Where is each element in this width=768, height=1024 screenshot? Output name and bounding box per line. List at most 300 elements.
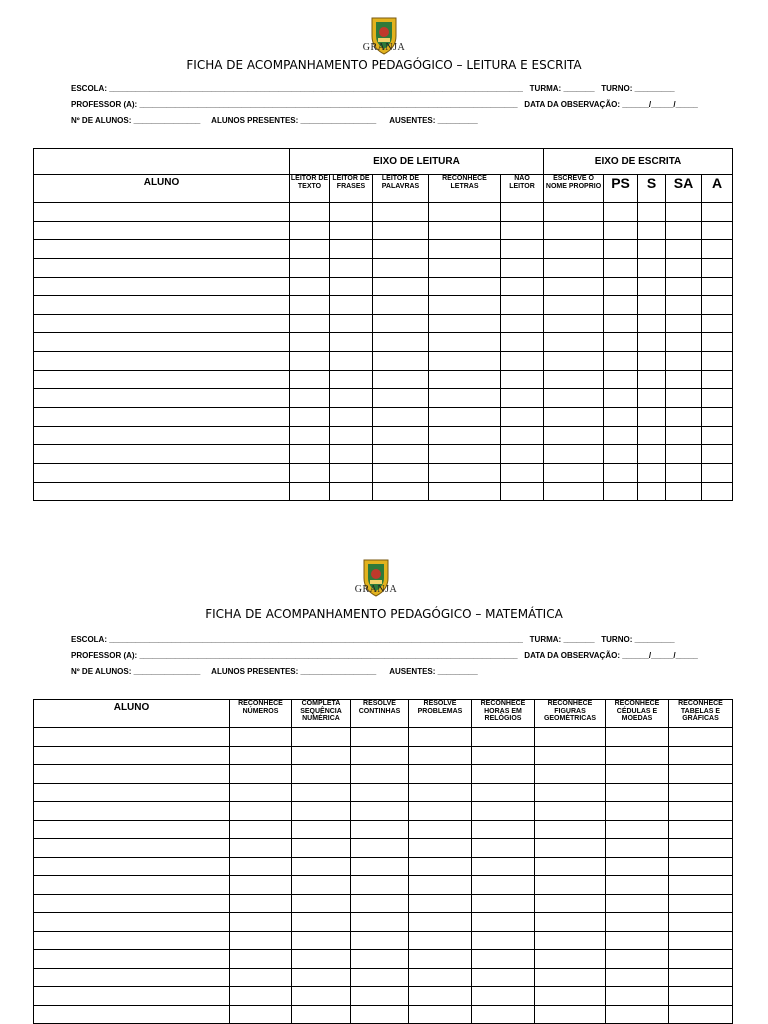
assessment-cell[interactable] [373, 370, 429, 389]
assessment-cell[interactable] [606, 746, 669, 765]
assessment-cell[interactable] [638, 463, 666, 482]
assessment-cell[interactable] [351, 765, 409, 784]
assessment-cell[interactable] [409, 802, 472, 821]
assessment-cell[interactable] [230, 857, 292, 876]
student-name-cell[interactable] [34, 240, 290, 259]
assessment-cell[interactable] [330, 426, 373, 445]
assessment-cell[interactable] [330, 352, 373, 371]
assessment-cell[interactable] [409, 820, 472, 839]
assessment-cell[interactable] [702, 314, 733, 333]
student-name-cell[interactable] [34, 333, 290, 352]
assessment-cell[interactable] [290, 445, 330, 464]
assessment-cell[interactable] [544, 370, 604, 389]
assessment-cell[interactable] [230, 783, 292, 802]
assessment-cell[interactable] [409, 857, 472, 876]
assessment-cell[interactable] [666, 389, 702, 408]
assessment-cell[interactable] [409, 894, 472, 913]
assessment-cell[interactable] [290, 296, 330, 315]
assessment-cell[interactable] [535, 987, 606, 1006]
assessment-cell[interactable] [669, 894, 733, 913]
assessment-cell[interactable] [669, 765, 733, 784]
student-name-cell[interactable] [34, 370, 290, 389]
assessment-cell[interactable] [472, 820, 535, 839]
assessment-cell[interactable] [606, 765, 669, 784]
assessment-cell[interactable] [638, 408, 666, 427]
assessment-cell[interactable] [373, 240, 429, 259]
assessment-cell[interactable] [544, 333, 604, 352]
assessment-cell[interactable] [604, 445, 638, 464]
assessment-cell[interactable] [638, 314, 666, 333]
assessment-cell[interactable] [230, 839, 292, 858]
assessment-cell[interactable] [638, 203, 666, 222]
student-name-cell[interactable] [34, 728, 230, 747]
assessment-cell[interactable] [638, 370, 666, 389]
assessment-cell[interactable] [230, 968, 292, 987]
assessment-cell[interactable] [638, 352, 666, 371]
assessment-cell[interactable] [409, 931, 472, 950]
assessment-cell[interactable] [666, 426, 702, 445]
assessment-cell[interactable] [604, 352, 638, 371]
assessment-cell[interactable] [373, 277, 429, 296]
assessment-cell[interactable] [669, 968, 733, 987]
assessment-cell[interactable] [501, 445, 544, 464]
student-name-cell[interactable] [34, 802, 230, 821]
assessment-cell[interactable] [501, 203, 544, 222]
assessment-cell[interactable] [604, 258, 638, 277]
student-name-cell[interactable] [34, 482, 290, 501]
assessment-cell[interactable] [292, 894, 351, 913]
assessment-cell[interactable] [292, 728, 351, 747]
assessment-cell[interactable] [606, 913, 669, 932]
assessment-cell[interactable] [292, 765, 351, 784]
assessment-cell[interactable] [409, 728, 472, 747]
assessment-cell[interactable] [429, 296, 501, 315]
assessment-cell[interactable] [501, 389, 544, 408]
assessment-cell[interactable] [606, 876, 669, 895]
assessment-cell[interactable] [472, 931, 535, 950]
assessment-cell[interactable] [544, 314, 604, 333]
assessment-cell[interactable] [535, 913, 606, 932]
assessment-cell[interactable] [230, 1005, 292, 1024]
assessment-cell[interactable] [230, 802, 292, 821]
assessment-cell[interactable] [292, 1005, 351, 1024]
assessment-cell[interactable] [472, 876, 535, 895]
assessment-cell[interactable] [501, 408, 544, 427]
assessment-cell[interactable] [330, 221, 373, 240]
assessment-cell[interactable] [429, 352, 501, 371]
assessment-cell[interactable] [666, 463, 702, 482]
student-name-cell[interactable] [34, 783, 230, 802]
assessment-cell[interactable] [544, 408, 604, 427]
assessment-cell[interactable] [409, 765, 472, 784]
assessment-cell[interactable] [292, 857, 351, 876]
assessment-cell[interactable] [409, 783, 472, 802]
assessment-cell[interactable] [292, 931, 351, 950]
assessment-cell[interactable] [472, 765, 535, 784]
assessment-cell[interactable] [606, 931, 669, 950]
assessment-cell[interactable] [351, 968, 409, 987]
assessment-cell[interactable] [330, 370, 373, 389]
assessment-cell[interactable] [544, 258, 604, 277]
assessment-cell[interactable] [230, 931, 292, 950]
assessment-cell[interactable] [373, 296, 429, 315]
assessment-cell[interactable] [606, 820, 669, 839]
assessment-cell[interactable] [638, 277, 666, 296]
assessment-cell[interactable] [292, 968, 351, 987]
assessment-cell[interactable] [373, 314, 429, 333]
assessment-cell[interactable] [373, 221, 429, 240]
assessment-cell[interactable] [429, 314, 501, 333]
assessment-cell[interactable] [535, 1005, 606, 1024]
assessment-cell[interactable] [606, 894, 669, 913]
assessment-cell[interactable] [604, 370, 638, 389]
assessment-cell[interactable] [501, 463, 544, 482]
assessment-cell[interactable] [230, 987, 292, 1006]
assessment-cell[interactable] [501, 482, 544, 501]
assessment-cell[interactable] [501, 296, 544, 315]
assessment-cell[interactable] [606, 857, 669, 876]
assessment-cell[interactable] [472, 950, 535, 969]
student-name-cell[interactable] [34, 950, 230, 969]
assessment-cell[interactable] [429, 445, 501, 464]
assessment-cell[interactable] [535, 876, 606, 895]
assessment-cell[interactable] [409, 876, 472, 895]
student-name-cell[interactable] [34, 765, 230, 784]
assessment-cell[interactable] [544, 426, 604, 445]
assessment-cell[interactable] [429, 277, 501, 296]
assessment-cell[interactable] [638, 389, 666, 408]
assessment-cell[interactable] [290, 240, 330, 259]
assessment-cell[interactable] [409, 746, 472, 765]
assessment-cell[interactable] [290, 370, 330, 389]
assessment-cell[interactable] [472, 746, 535, 765]
assessment-cell[interactable] [669, 802, 733, 821]
assessment-cell[interactable] [290, 408, 330, 427]
assessment-cell[interactable] [292, 876, 351, 895]
assessment-cell[interactable] [373, 203, 429, 222]
student-name-cell[interactable] [34, 463, 290, 482]
assessment-cell[interactable] [666, 333, 702, 352]
assessment-cell[interactable] [351, 987, 409, 1006]
student-name-cell[interactable] [34, 820, 230, 839]
assessment-cell[interactable] [638, 258, 666, 277]
assessment-cell[interactable] [604, 314, 638, 333]
assessment-cell[interactable] [702, 352, 733, 371]
assessment-cell[interactable] [702, 445, 733, 464]
assessment-cell[interactable] [290, 258, 330, 277]
assessment-cell[interactable] [230, 876, 292, 895]
assessment-cell[interactable] [702, 333, 733, 352]
assessment-cell[interactable] [351, 820, 409, 839]
assessment-cell[interactable] [501, 426, 544, 445]
assessment-cell[interactable] [230, 765, 292, 784]
assessment-cell[interactable] [409, 1005, 472, 1024]
assessment-cell[interactable] [351, 894, 409, 913]
assessment-cell[interactable] [290, 203, 330, 222]
assessment-cell[interactable] [544, 482, 604, 501]
assessment-cell[interactable] [669, 728, 733, 747]
assessment-cell[interactable] [373, 463, 429, 482]
assessment-cell[interactable] [669, 987, 733, 1006]
assessment-cell[interactable] [330, 389, 373, 408]
assessment-cell[interactable] [472, 857, 535, 876]
assessment-cell[interactable] [230, 950, 292, 969]
assessment-cell[interactable] [535, 802, 606, 821]
assessment-cell[interactable] [501, 221, 544, 240]
assessment-cell[interactable] [290, 352, 330, 371]
assessment-cell[interactable] [472, 802, 535, 821]
assessment-cell[interactable] [330, 296, 373, 315]
assessment-cell[interactable] [351, 876, 409, 895]
assessment-cell[interactable] [429, 370, 501, 389]
assessment-cell[interactable] [429, 426, 501, 445]
assessment-cell[interactable] [373, 333, 429, 352]
assessment-cell[interactable] [606, 839, 669, 858]
assessment-cell[interactable] [501, 333, 544, 352]
assessment-cell[interactable] [604, 482, 638, 501]
assessment-cell[interactable] [429, 408, 501, 427]
student-name-cell[interactable] [34, 913, 230, 932]
assessment-cell[interactable] [702, 426, 733, 445]
assessment-cell[interactable] [702, 463, 733, 482]
assessment-cell[interactable] [535, 746, 606, 765]
assessment-cell[interactable] [230, 728, 292, 747]
assessment-cell[interactable] [669, 857, 733, 876]
assessment-cell[interactable] [544, 296, 604, 315]
assessment-cell[interactable] [606, 1005, 669, 1024]
assessment-cell[interactable] [535, 820, 606, 839]
assessment-cell[interactable] [501, 370, 544, 389]
assessment-cell[interactable] [351, 783, 409, 802]
assessment-cell[interactable] [666, 277, 702, 296]
student-name-cell[interactable] [34, 352, 290, 371]
assessment-cell[interactable] [702, 203, 733, 222]
assessment-cell[interactable] [292, 950, 351, 969]
assessment-cell[interactable] [702, 408, 733, 427]
assessment-cell[interactable] [330, 240, 373, 259]
assessment-cell[interactable] [351, 950, 409, 969]
assessment-cell[interactable] [429, 389, 501, 408]
student-name-cell[interactable] [34, 876, 230, 895]
assessment-cell[interactable] [666, 482, 702, 501]
assessment-cell[interactable] [373, 352, 429, 371]
assessment-cell[interactable] [604, 408, 638, 427]
assessment-cell[interactable] [230, 820, 292, 839]
student-name-cell[interactable] [34, 894, 230, 913]
assessment-cell[interactable] [638, 221, 666, 240]
assessment-cell[interactable] [429, 258, 501, 277]
assessment-cell[interactable] [535, 839, 606, 858]
assessment-cell[interactable] [373, 482, 429, 501]
assessment-cell[interactable] [290, 482, 330, 501]
assessment-cell[interactable] [606, 728, 669, 747]
assessment-cell[interactable] [330, 203, 373, 222]
assessment-cell[interactable] [638, 240, 666, 259]
assessment-cell[interactable] [292, 746, 351, 765]
assessment-cell[interactable] [669, 746, 733, 765]
assessment-cell[interactable] [638, 333, 666, 352]
assessment-cell[interactable] [330, 408, 373, 427]
assessment-cell[interactable] [535, 931, 606, 950]
assessment-cell[interactable] [604, 463, 638, 482]
assessment-cell[interactable] [501, 258, 544, 277]
assessment-cell[interactable] [472, 1005, 535, 1024]
assessment-cell[interactable] [409, 950, 472, 969]
assessment-cell[interactable] [638, 426, 666, 445]
assessment-cell[interactable] [472, 894, 535, 913]
student-name-cell[interactable] [34, 1005, 230, 1024]
assessment-cell[interactable] [501, 277, 544, 296]
assessment-cell[interactable] [351, 1005, 409, 1024]
assessment-cell[interactable] [230, 746, 292, 765]
assessment-cell[interactable] [330, 277, 373, 296]
student-name-cell[interactable] [34, 445, 290, 464]
assessment-cell[interactable] [373, 445, 429, 464]
assessment-cell[interactable] [351, 728, 409, 747]
assessment-cell[interactable] [409, 839, 472, 858]
assessment-cell[interactable] [669, 950, 733, 969]
assessment-cell[interactable] [292, 783, 351, 802]
assessment-cell[interactable] [669, 1005, 733, 1024]
assessment-cell[interactable] [409, 987, 472, 1006]
assessment-cell[interactable] [702, 296, 733, 315]
assessment-cell[interactable] [292, 802, 351, 821]
assessment-cell[interactable] [330, 314, 373, 333]
assessment-cell[interactable] [604, 389, 638, 408]
assessment-cell[interactable] [638, 482, 666, 501]
assessment-cell[interactable] [666, 352, 702, 371]
assessment-cell[interactable] [604, 240, 638, 259]
assessment-cell[interactable] [351, 839, 409, 858]
student-name-cell[interactable] [34, 857, 230, 876]
student-name-cell[interactable] [34, 389, 290, 408]
assessment-cell[interactable] [544, 352, 604, 371]
assessment-cell[interactable] [604, 203, 638, 222]
assessment-cell[interactable] [535, 765, 606, 784]
assessment-cell[interactable] [669, 820, 733, 839]
assessment-cell[interactable] [638, 445, 666, 464]
assessment-cell[interactable] [604, 333, 638, 352]
assessment-cell[interactable] [330, 333, 373, 352]
assessment-cell[interactable] [472, 913, 535, 932]
assessment-cell[interactable] [702, 277, 733, 296]
assessment-cell[interactable] [429, 221, 501, 240]
assessment-cell[interactable] [666, 445, 702, 464]
assessment-cell[interactable] [544, 445, 604, 464]
assessment-cell[interactable] [290, 463, 330, 482]
assessment-cell[interactable] [330, 482, 373, 501]
student-name-cell[interactable] [34, 296, 290, 315]
assessment-cell[interactable] [535, 857, 606, 876]
assessment-cell[interactable] [330, 445, 373, 464]
assessment-cell[interactable] [351, 857, 409, 876]
assessment-cell[interactable] [292, 839, 351, 858]
assessment-cell[interactable] [666, 370, 702, 389]
assessment-cell[interactable] [606, 802, 669, 821]
assessment-cell[interactable] [429, 333, 501, 352]
student-name-cell[interactable] [34, 408, 290, 427]
assessment-cell[interactable] [429, 463, 501, 482]
assessment-cell[interactable] [544, 221, 604, 240]
assessment-cell[interactable] [351, 913, 409, 932]
student-name-cell[interactable] [34, 277, 290, 296]
assessment-cell[interactable] [409, 913, 472, 932]
assessment-cell[interactable] [669, 913, 733, 932]
student-name-cell[interactable] [34, 314, 290, 333]
assessment-cell[interactable] [669, 876, 733, 895]
student-name-cell[interactable] [34, 931, 230, 950]
assessment-cell[interactable] [351, 746, 409, 765]
assessment-cell[interactable] [666, 314, 702, 333]
student-name-cell[interactable] [34, 258, 290, 277]
assessment-cell[interactable] [606, 783, 669, 802]
assessment-cell[interactable] [702, 389, 733, 408]
student-name-cell[interactable] [34, 426, 290, 445]
student-name-cell[interactable] [34, 839, 230, 858]
assessment-cell[interactable] [501, 352, 544, 371]
assessment-cell[interactable] [544, 240, 604, 259]
assessment-cell[interactable] [669, 783, 733, 802]
assessment-cell[interactable] [669, 931, 733, 950]
assessment-cell[interactable] [535, 894, 606, 913]
assessment-cell[interactable] [544, 463, 604, 482]
assessment-cell[interactable] [292, 987, 351, 1006]
assessment-cell[interactable] [544, 277, 604, 296]
assessment-cell[interactable] [429, 203, 501, 222]
student-name-cell[interactable] [34, 968, 230, 987]
student-name-cell[interactable] [34, 203, 290, 222]
assessment-cell[interactable] [472, 987, 535, 1006]
assessment-cell[interactable] [373, 408, 429, 427]
assessment-cell[interactable] [472, 968, 535, 987]
assessment-cell[interactable] [373, 258, 429, 277]
assessment-cell[interactable] [666, 203, 702, 222]
assessment-cell[interactable] [702, 370, 733, 389]
assessment-cell[interactable] [373, 389, 429, 408]
assessment-cell[interactable] [290, 314, 330, 333]
assessment-cell[interactable] [292, 913, 351, 932]
assessment-cell[interactable] [604, 277, 638, 296]
assessment-cell[interactable] [702, 482, 733, 501]
assessment-cell[interactable] [669, 839, 733, 858]
assessment-cell[interactable] [666, 296, 702, 315]
assessment-cell[interactable] [535, 783, 606, 802]
assessment-cell[interactable] [501, 240, 544, 259]
assessment-cell[interactable] [702, 240, 733, 259]
assessment-cell[interactable] [666, 408, 702, 427]
assessment-cell[interactable] [544, 389, 604, 408]
assessment-cell[interactable] [472, 728, 535, 747]
assessment-cell[interactable] [290, 221, 330, 240]
assessment-cell[interactable] [292, 820, 351, 839]
assessment-cell[interactable] [535, 728, 606, 747]
assessment-cell[interactable] [429, 240, 501, 259]
assessment-cell[interactable] [638, 296, 666, 315]
assessment-cell[interactable] [666, 258, 702, 277]
assessment-cell[interactable] [606, 987, 669, 1006]
assessment-cell[interactable] [606, 950, 669, 969]
assessment-cell[interactable] [290, 426, 330, 445]
assessment-cell[interactable] [472, 783, 535, 802]
assessment-cell[interactable] [606, 968, 669, 987]
assessment-cell[interactable] [409, 968, 472, 987]
student-name-cell[interactable] [34, 221, 290, 240]
assessment-cell[interactable] [351, 931, 409, 950]
student-name-cell[interactable] [34, 987, 230, 1006]
assessment-cell[interactable] [429, 482, 501, 501]
assessment-cell[interactable] [230, 894, 292, 913]
assessment-cell[interactable] [544, 203, 604, 222]
